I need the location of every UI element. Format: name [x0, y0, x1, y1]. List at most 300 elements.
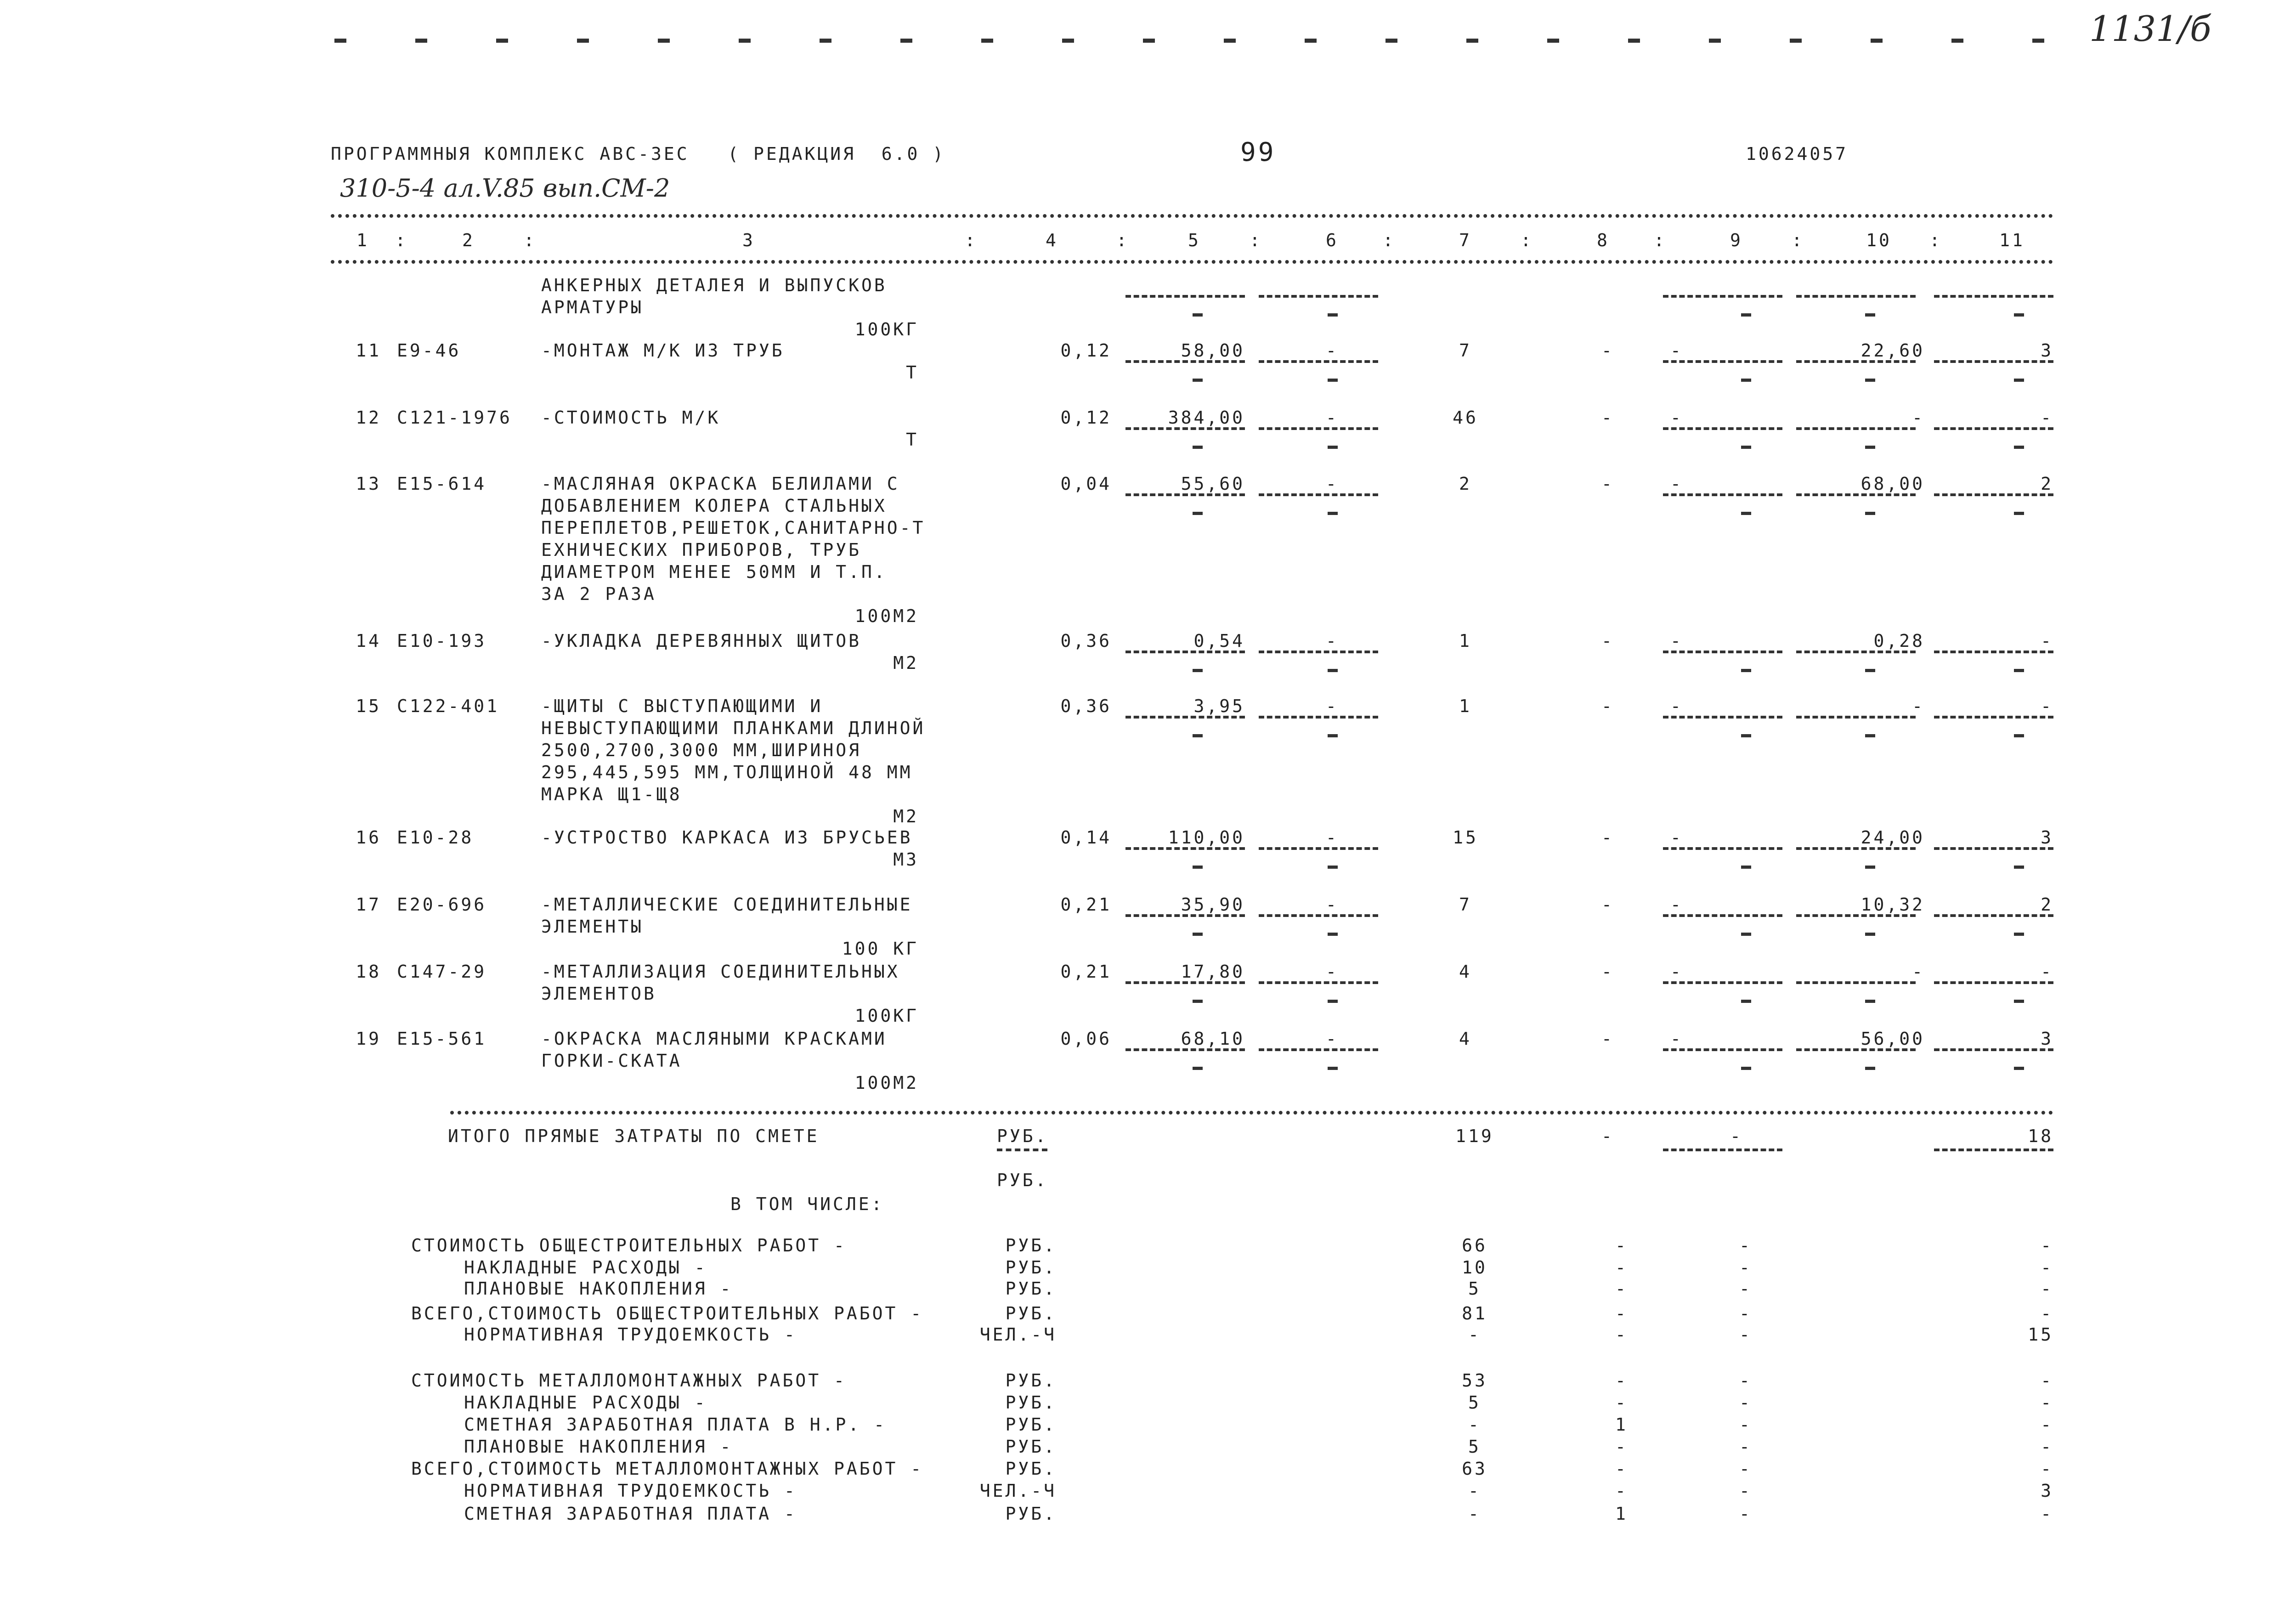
row-unit: М3	[893, 849, 919, 870]
subline-col5	[1125, 295, 1245, 298]
subline-col10	[1796, 295, 1916, 298]
table-header-rule	[331, 260, 2053, 264]
totals-row-col9: -	[1739, 1324, 1752, 1345]
subline-col6	[1259, 493, 1378, 496]
subline-col5	[1125, 981, 1245, 984]
totals-row-label: ВСЕГО,СТОИМОСТЬ МЕТАЛЛОМОНТАЖНЫХ РАБОТ -	[411, 1459, 924, 1479]
totals-row-col11: -	[2041, 1303, 2053, 1324]
column-header-5: 5	[1188, 230, 1201, 250]
row-col11: 3	[2041, 827, 2053, 848]
row-col11: 3	[2041, 1029, 2053, 1049]
subline-col9	[1663, 360, 1782, 363]
totals-row-col11: -	[2041, 1415, 2053, 1435]
row-quantity: 0,12	[1060, 407, 1112, 428]
row-unit: 100КГ	[854, 319, 919, 340]
row-quantity: 0,21	[1060, 894, 1112, 915]
totals-row-col7: 10	[1462, 1257, 1487, 1278]
feed-mark	[1709, 39, 1721, 43]
row-code: С147-29	[397, 962, 487, 982]
row-unit-price: 384,00	[1168, 407, 1245, 428]
row-col7: 4	[1459, 962, 1472, 982]
totals-row-col9: -	[1739, 1370, 1752, 1391]
totals-row-label: СМЕТНАЯ ЗАРАБОТНАЯ ПЛАТА -	[464, 1504, 797, 1524]
row-col7: 1	[1459, 696, 1472, 716]
subline-col10	[1796, 716, 1916, 719]
row-unit: 100КГ	[854, 1006, 919, 1026]
totals-row-col11: -	[2041, 1459, 2053, 1479]
totals-row-col7: -	[1468, 1504, 1481, 1524]
direct-costs-label: ИТОГО ПРЯМЫЕ ЗАТРАТЫ ПО СМЕТЕ	[448, 1126, 820, 1146]
row-col9: -	[1670, 894, 1683, 915]
row-col6: -	[1326, 827, 1339, 848]
row-col8: -	[1601, 696, 1614, 716]
totals-row-label: СТОИМОСТЬ ОБЩЕСТРОИТЕЛЬНЫХ РАБОТ -	[411, 1235, 847, 1256]
subline-col6	[1259, 295, 1378, 298]
row-col8: -	[1601, 1029, 1614, 1049]
totals-row-unit: РУБ.	[1005, 1257, 1057, 1278]
row-name-line: 2500,2700,3000 ММ,ШИРИНОЯ	[541, 740, 861, 760]
row-unit-price: 17,80	[1181, 962, 1245, 982]
row-number: 13	[356, 474, 381, 494]
totals-row-unit: РУБ.	[1005, 1235, 1057, 1256]
row-col10: 56,00	[1861, 1029, 1925, 1049]
table-bottom-rule	[450, 1111, 2053, 1115]
subline-col5-dash	[1193, 933, 1203, 936]
totals-row-col7: -	[1468, 1415, 1481, 1435]
row-col7: 1	[1459, 631, 1472, 651]
row-name-line: АРМАТУРЫ	[541, 297, 644, 317]
column-header-3: 3	[742, 230, 755, 250]
document-code: 10624057	[1746, 144, 1849, 164]
row-name-line: МАРКА Щ1-Щ8	[541, 784, 682, 804]
row-name-line: ГОРКИ-СКАТА	[541, 1051, 682, 1071]
totals-row-unit: РУБ.	[1005, 1370, 1057, 1391]
row-col8: -	[1601, 474, 1614, 494]
subline-col5	[1125, 847, 1245, 850]
direct-costs-col9-rule	[1663, 1149, 1782, 1151]
subline-col6-dash	[1328, 1067, 1338, 1070]
totals-row-unit: РУБ.	[1005, 1279, 1057, 1299]
feed-mark	[1871, 39, 1883, 43]
row-col9: -	[1670, 631, 1683, 651]
row-name-line: -УКЛАДКА ДЕРЕВЯННЫХ ЩИТОВ	[541, 631, 861, 651]
column-header-11: 11	[1999, 230, 2025, 250]
totals-row-col8: -	[1615, 1303, 1628, 1324]
row-number: 18	[356, 962, 381, 982]
subline-col9-dash	[1741, 446, 1751, 449]
subline-col5-dash	[1193, 512, 1203, 515]
row-unit-price: 58,00	[1181, 340, 1245, 361]
row-col8: -	[1601, 407, 1614, 428]
totals-row-col9: -	[1739, 1279, 1752, 1299]
row-name-line: ДОБАВЛЕНИЕМ КОЛЕРА СТАЛЬНЫХ	[541, 496, 887, 516]
row-number: 17	[356, 894, 381, 915]
row-name-line: ЭЛЕМЕНТОВ	[541, 984, 656, 1004]
subline-col5	[1125, 1048, 1245, 1051]
feed-mark	[1547, 39, 1559, 43]
row-code: Е15-614	[397, 474, 487, 494]
subline-col6	[1259, 651, 1378, 653]
subline-col11-dash	[2014, 866, 2024, 869]
subline-col10	[1796, 981, 1916, 984]
column-separator: :	[1521, 230, 1533, 250]
totals-row-col9: -	[1739, 1481, 1752, 1501]
row-unit: 100М2	[854, 1073, 919, 1093]
subline-col6-dash	[1328, 512, 1338, 515]
subline-col5-dash	[1193, 446, 1203, 449]
row-code: Е20-696	[397, 894, 487, 915]
subline-col9	[1663, 493, 1782, 496]
row-col6: -	[1326, 631, 1339, 651]
subline-col10-dash	[1865, 379, 1875, 382]
row-col7: 15	[1453, 827, 1478, 848]
row-col8: -	[1601, 827, 1614, 848]
direct-costs-col9: -	[1730, 1126, 1743, 1146]
column-separator: :	[1250, 230, 1262, 250]
totals-row-col9: -	[1739, 1303, 1752, 1324]
direct-costs-unit-second: РУБ.	[997, 1170, 1048, 1190]
row-col10: 68,00	[1861, 474, 1925, 494]
subline-col9-dash	[1741, 1000, 1751, 1003]
totals-row-col11: 3	[2041, 1481, 2053, 1501]
table-top-rule	[331, 214, 2053, 218]
subline-col10	[1796, 914, 1916, 917]
subline-col5	[1125, 651, 1245, 653]
row-col9: -	[1670, 407, 1683, 428]
handwritten-sheet-number: 1131/б	[2089, 8, 2211, 49]
subline-col10-dash	[1865, 734, 1875, 737]
subline-col6	[1259, 716, 1378, 719]
feed-mark	[981, 39, 993, 43]
direct-costs-unit: РУБ.	[997, 1126, 1048, 1146]
subline-col10	[1796, 1048, 1916, 1051]
subline-col5-dash	[1193, 379, 1203, 382]
row-quantity: 0,04	[1060, 474, 1112, 494]
row-unit-price: 55,60	[1181, 474, 1245, 494]
row-number: 11	[356, 340, 381, 361]
subline-col11	[1934, 847, 2053, 850]
totals-row-col8: -	[1615, 1257, 1628, 1278]
row-col9: -	[1670, 1029, 1683, 1049]
row-name-line: АНКЕРНЫХ ДЕТАЛЕЯ И ВЫПУСКОВ	[541, 275, 887, 295]
row-col10: 24,00	[1861, 827, 1925, 848]
subline-col11-dash	[2014, 1000, 2024, 1003]
feed-mark	[900, 39, 912, 43]
feed-mark	[1305, 39, 1317, 43]
subline-col5	[1125, 427, 1245, 430]
subline-col9-dash	[1741, 933, 1751, 936]
totals-row-col7: 81	[1462, 1303, 1487, 1324]
subline-col10-dash	[1865, 933, 1875, 936]
row-number: 15	[356, 696, 381, 716]
subline-col9	[1663, 847, 1782, 850]
totals-row-col11: -	[2041, 1392, 2053, 1413]
feed-mark	[1466, 39, 1478, 43]
subline-col11	[1934, 493, 2053, 496]
totals-row-label: ПЛАНОВЫЕ НАКОПЛЕНИЯ -	[464, 1279, 733, 1299]
column-separator: :	[1654, 230, 1667, 250]
totals-row-col8: -	[1615, 1459, 1628, 1479]
subline-col5-dash	[1193, 669, 1203, 672]
row-col11: -	[2041, 631, 2053, 651]
totals-row-unit: РУБ.	[1005, 1392, 1057, 1413]
row-name-line: ЭЛЕМЕНТЫ	[541, 917, 644, 937]
totals-row-col11: -	[2041, 1235, 2053, 1256]
feed-mark	[415, 39, 427, 43]
totals-row-col8: -	[1615, 1481, 1628, 1501]
column-separator: :	[1929, 230, 1942, 250]
subline-col10	[1796, 427, 1916, 430]
totals-row-col11: 15	[2028, 1324, 2053, 1345]
totals-row-label: СТОИМОСТЬ МЕТАЛЛОМОНТАЖНЫХ РАБОТ -	[411, 1370, 847, 1391]
row-unit: Т	[906, 362, 919, 383]
subline-col6-dash	[1328, 734, 1338, 737]
row-col10: -	[1912, 962, 1925, 982]
column-header-8: 8	[1597, 230, 1610, 250]
row-col11: 2	[2041, 894, 2053, 915]
subline-col10	[1796, 847, 1916, 850]
feed-mark	[1628, 39, 1640, 43]
row-unit-price: 110,00	[1168, 827, 1245, 848]
subline-col10-dash	[1865, 1000, 1875, 1003]
totals-row-col8: -	[1615, 1235, 1628, 1256]
totals-row-col9: -	[1739, 1257, 1752, 1278]
subline-col6	[1259, 427, 1378, 430]
totals-row-unit: РУБ.	[1005, 1459, 1057, 1479]
row-col7: 2	[1459, 474, 1472, 494]
totals-row-col7: 53	[1462, 1370, 1487, 1391]
totals-row-col11: -	[2041, 1257, 2053, 1278]
feed-mark	[1062, 39, 1074, 43]
row-col6: -	[1326, 407, 1339, 428]
subline-col6-dash	[1328, 446, 1338, 449]
row-col6: -	[1326, 962, 1339, 982]
totals-row-col7: 63	[1462, 1459, 1487, 1479]
row-col6: -	[1326, 1029, 1339, 1049]
subline-col6-dash	[1328, 1000, 1338, 1003]
subline-col9	[1663, 295, 1782, 298]
page-number: 99	[1240, 137, 1276, 167]
row-col11: -	[2041, 696, 2053, 716]
feed-mark	[1386, 39, 1397, 43]
totals-row-col9: -	[1739, 1235, 1752, 1256]
subline-col11	[1934, 981, 2053, 984]
column-separator: :	[965, 230, 978, 250]
row-name-line: -ОКРАСКА МАСЛЯНЫМИ КРАСКАМИ	[541, 1029, 887, 1049]
subline-col9	[1663, 427, 1782, 430]
totals-row-col9: -	[1739, 1392, 1752, 1413]
totals-row-col7: 5	[1468, 1392, 1481, 1413]
subline-col11-dash	[2014, 313, 2024, 317]
row-code: Е15-561	[397, 1029, 487, 1049]
row-col9: -	[1670, 474, 1683, 494]
subline-col11-dash	[2014, 446, 2024, 449]
totals-row-col11: -	[2041, 1370, 2053, 1391]
row-quantity: 0,12	[1060, 340, 1112, 361]
column-separator: :	[395, 230, 408, 250]
row-code: Е10-193	[397, 631, 487, 651]
subline-col11	[1934, 914, 2053, 917]
feed-mark	[334, 39, 346, 43]
feed-mark	[2032, 39, 2044, 43]
subline-col10	[1796, 493, 1916, 496]
row-unit: 100 КГ	[842, 939, 919, 959]
row-name-line: -МЕТАЛЛИЧЕСКИЕ СОЕДИНИТЕЛЬНЫЕ	[541, 894, 913, 915]
row-number: 16	[356, 827, 381, 848]
row-col8: -	[1601, 894, 1614, 915]
totals-row-col9: -	[1739, 1437, 1752, 1457]
row-col11: 2	[2041, 474, 2053, 494]
subline-col9-dash	[1741, 379, 1751, 382]
feed-mark	[820, 39, 831, 43]
totals-row-unit: РУБ.	[1005, 1415, 1057, 1435]
subline-col6	[1259, 360, 1378, 363]
feed-mark	[1143, 39, 1155, 43]
row-code: С122-401	[397, 696, 500, 716]
subline-col11-dash	[2014, 933, 2024, 936]
row-name-line: ДИАМЕТРОМ МЕНЕЕ 50ММ И Т.П.	[541, 562, 887, 582]
subline-col6-dash	[1328, 379, 1338, 382]
totals-row-col7: 5	[1468, 1437, 1481, 1457]
row-number: 19	[356, 1029, 381, 1049]
row-unit-price: 0,54	[1193, 631, 1245, 651]
program-header: ПРОГРАММНЫЯ КОМПЛЕКС АВС-3ЕС ( РЕДАКЦИЯ 6.0 )	[331, 144, 946, 164]
subline-col6	[1259, 981, 1378, 984]
row-code: Е9-46	[397, 340, 461, 361]
row-col9: -	[1670, 962, 1683, 982]
column-separator: :	[1792, 230, 1804, 250]
subline-col11-dash	[2014, 1067, 2024, 1070]
subline-col11-dash	[2014, 734, 2024, 737]
totals-row-label: СМЕТНАЯ ЗАРАБОТНАЯ ПЛАТА В Н.Р. -	[464, 1415, 887, 1435]
subline-col9	[1663, 716, 1782, 719]
subline-col5	[1125, 360, 1245, 363]
subline-col9-dash	[1741, 734, 1751, 737]
row-number: 12	[356, 407, 381, 428]
row-name-line: -СТОИМОСТЬ М/К	[541, 407, 721, 428]
row-unit-price: 35,90	[1181, 894, 1245, 915]
totals-row-col7: -	[1468, 1324, 1481, 1345]
subline-col9-dash	[1741, 1067, 1751, 1070]
totals-row-col8: -	[1615, 1392, 1628, 1413]
feed-mark	[1790, 39, 1802, 43]
totals-row-label: ПЛАНОВЫЕ НАКОПЛЕНИЯ -	[464, 1437, 733, 1457]
subline-col5-dash	[1193, 866, 1203, 869]
row-col9: -	[1670, 827, 1683, 848]
row-code: С121-1976	[397, 407, 512, 428]
feed-mark	[1951, 39, 1963, 43]
subline-col9-dash	[1741, 866, 1751, 869]
feed-mark	[577, 39, 589, 43]
totals-row-col11: -	[2041, 1437, 2053, 1457]
feed-mark	[658, 39, 670, 43]
column-separator: :	[1383, 230, 1396, 250]
subline-col6-dash	[1328, 313, 1338, 317]
subline-col6	[1259, 847, 1378, 850]
subline-col6	[1259, 1048, 1378, 1051]
subline-col10-dash	[1865, 512, 1875, 515]
subline-col5	[1125, 493, 1245, 496]
subline-col11	[1934, 1048, 2053, 1051]
totals-row-unit: ЧЕЛ.-Ч	[979, 1481, 1057, 1501]
row-unit: 100М2	[854, 606, 919, 626]
row-col11: -	[2041, 962, 2053, 982]
totals-row-unit: ЧЕЛ.-Ч	[979, 1324, 1057, 1345]
subline-col5-dash	[1193, 313, 1203, 317]
row-col9: -	[1670, 340, 1683, 361]
totals-row-col8: -	[1615, 1279, 1628, 1299]
feed-mark	[1224, 39, 1236, 43]
totals-row-label: НОРМАТИВНАЯ ТРУДОЕМКОСТЬ -	[464, 1324, 797, 1345]
subline-col11	[1934, 716, 2053, 719]
row-col8: -	[1601, 340, 1614, 361]
row-col11: 3	[2041, 340, 2053, 361]
row-col7: 46	[1453, 407, 1478, 428]
row-col10: -	[1912, 696, 1925, 716]
row-number: 14	[356, 631, 381, 651]
totals-row-unit: РУБ.	[1005, 1303, 1057, 1324]
feed-mark	[739, 39, 751, 43]
subline-col10-dash	[1865, 1067, 1875, 1070]
column-header-7: 7	[1459, 230, 1472, 250]
row-quantity: 0,36	[1060, 631, 1112, 651]
including-label: В ТОМ ЧИСЛЕ:	[730, 1194, 884, 1214]
column-header-4: 4	[1046, 230, 1058, 250]
subline-col11-dash	[2014, 379, 2024, 382]
subline-col9-dash	[1741, 313, 1751, 317]
totals-row-col8: -	[1615, 1324, 1628, 1345]
column-header-6: 6	[1326, 230, 1339, 250]
row-col6: -	[1326, 474, 1339, 494]
row-name-line: ЗА 2 РАЗА	[541, 584, 656, 604]
column-header-2: 2	[462, 230, 475, 250]
row-unit-price: 3,95	[1193, 696, 1245, 716]
subline-col10	[1796, 651, 1916, 653]
row-name-line: -УСТРОСТВО КАРКАСА ИЗ БРУСЬЕВ	[541, 827, 913, 848]
totals-row-col8: -	[1615, 1370, 1628, 1391]
row-name-line: ПЕРЕПЛЕТОВ,РЕШЕТОК,САНИТАРНО-Т	[541, 518, 926, 538]
subline-col6-dash	[1328, 669, 1338, 672]
totals-row-unit: РУБ.	[1005, 1437, 1057, 1457]
direct-costs-col8: -	[1601, 1126, 1614, 1146]
row-unit: Т	[906, 430, 919, 450]
column-header-10: 10	[1866, 230, 1892, 250]
row-code: Е10-28	[397, 827, 474, 848]
row-name-line: -ЩИТЫ С ВЫСТУПАЮЩИМИ И	[541, 696, 823, 716]
row-col9: -	[1670, 696, 1683, 716]
subline-col11	[1934, 295, 2053, 298]
row-name-line: -МЕТАЛЛИЗАЦИЯ СОЕДИНИТЕЛЬНЫХ	[541, 962, 900, 982]
totals-row-col7: -	[1468, 1481, 1481, 1501]
row-unit-price: 68,10	[1181, 1029, 1245, 1049]
totals-row-col8: -	[1615, 1437, 1628, 1457]
subline-col11-dash	[2014, 512, 2024, 515]
subline-col9-dash	[1741, 512, 1751, 515]
row-col7: 4	[1459, 1029, 1472, 1049]
subline-col11-dash	[2014, 669, 2024, 672]
subline-col5	[1125, 716, 1245, 719]
totals-row-col8: 1	[1615, 1504, 1628, 1524]
subline-col5	[1125, 914, 1245, 917]
totals-row-col11: -	[2041, 1504, 2053, 1524]
row-col11: -	[2041, 407, 2053, 428]
subline-col5-dash	[1193, 1067, 1203, 1070]
totals-row-col9: -	[1739, 1504, 1752, 1524]
subline-col9	[1663, 651, 1782, 653]
subline-col10-dash	[1865, 866, 1875, 869]
row-name-line: ЕХНИЧЕСКИХ ПРИБОРОВ, ТРУБ	[541, 540, 861, 560]
row-quantity: 0,06	[1060, 1029, 1112, 1049]
